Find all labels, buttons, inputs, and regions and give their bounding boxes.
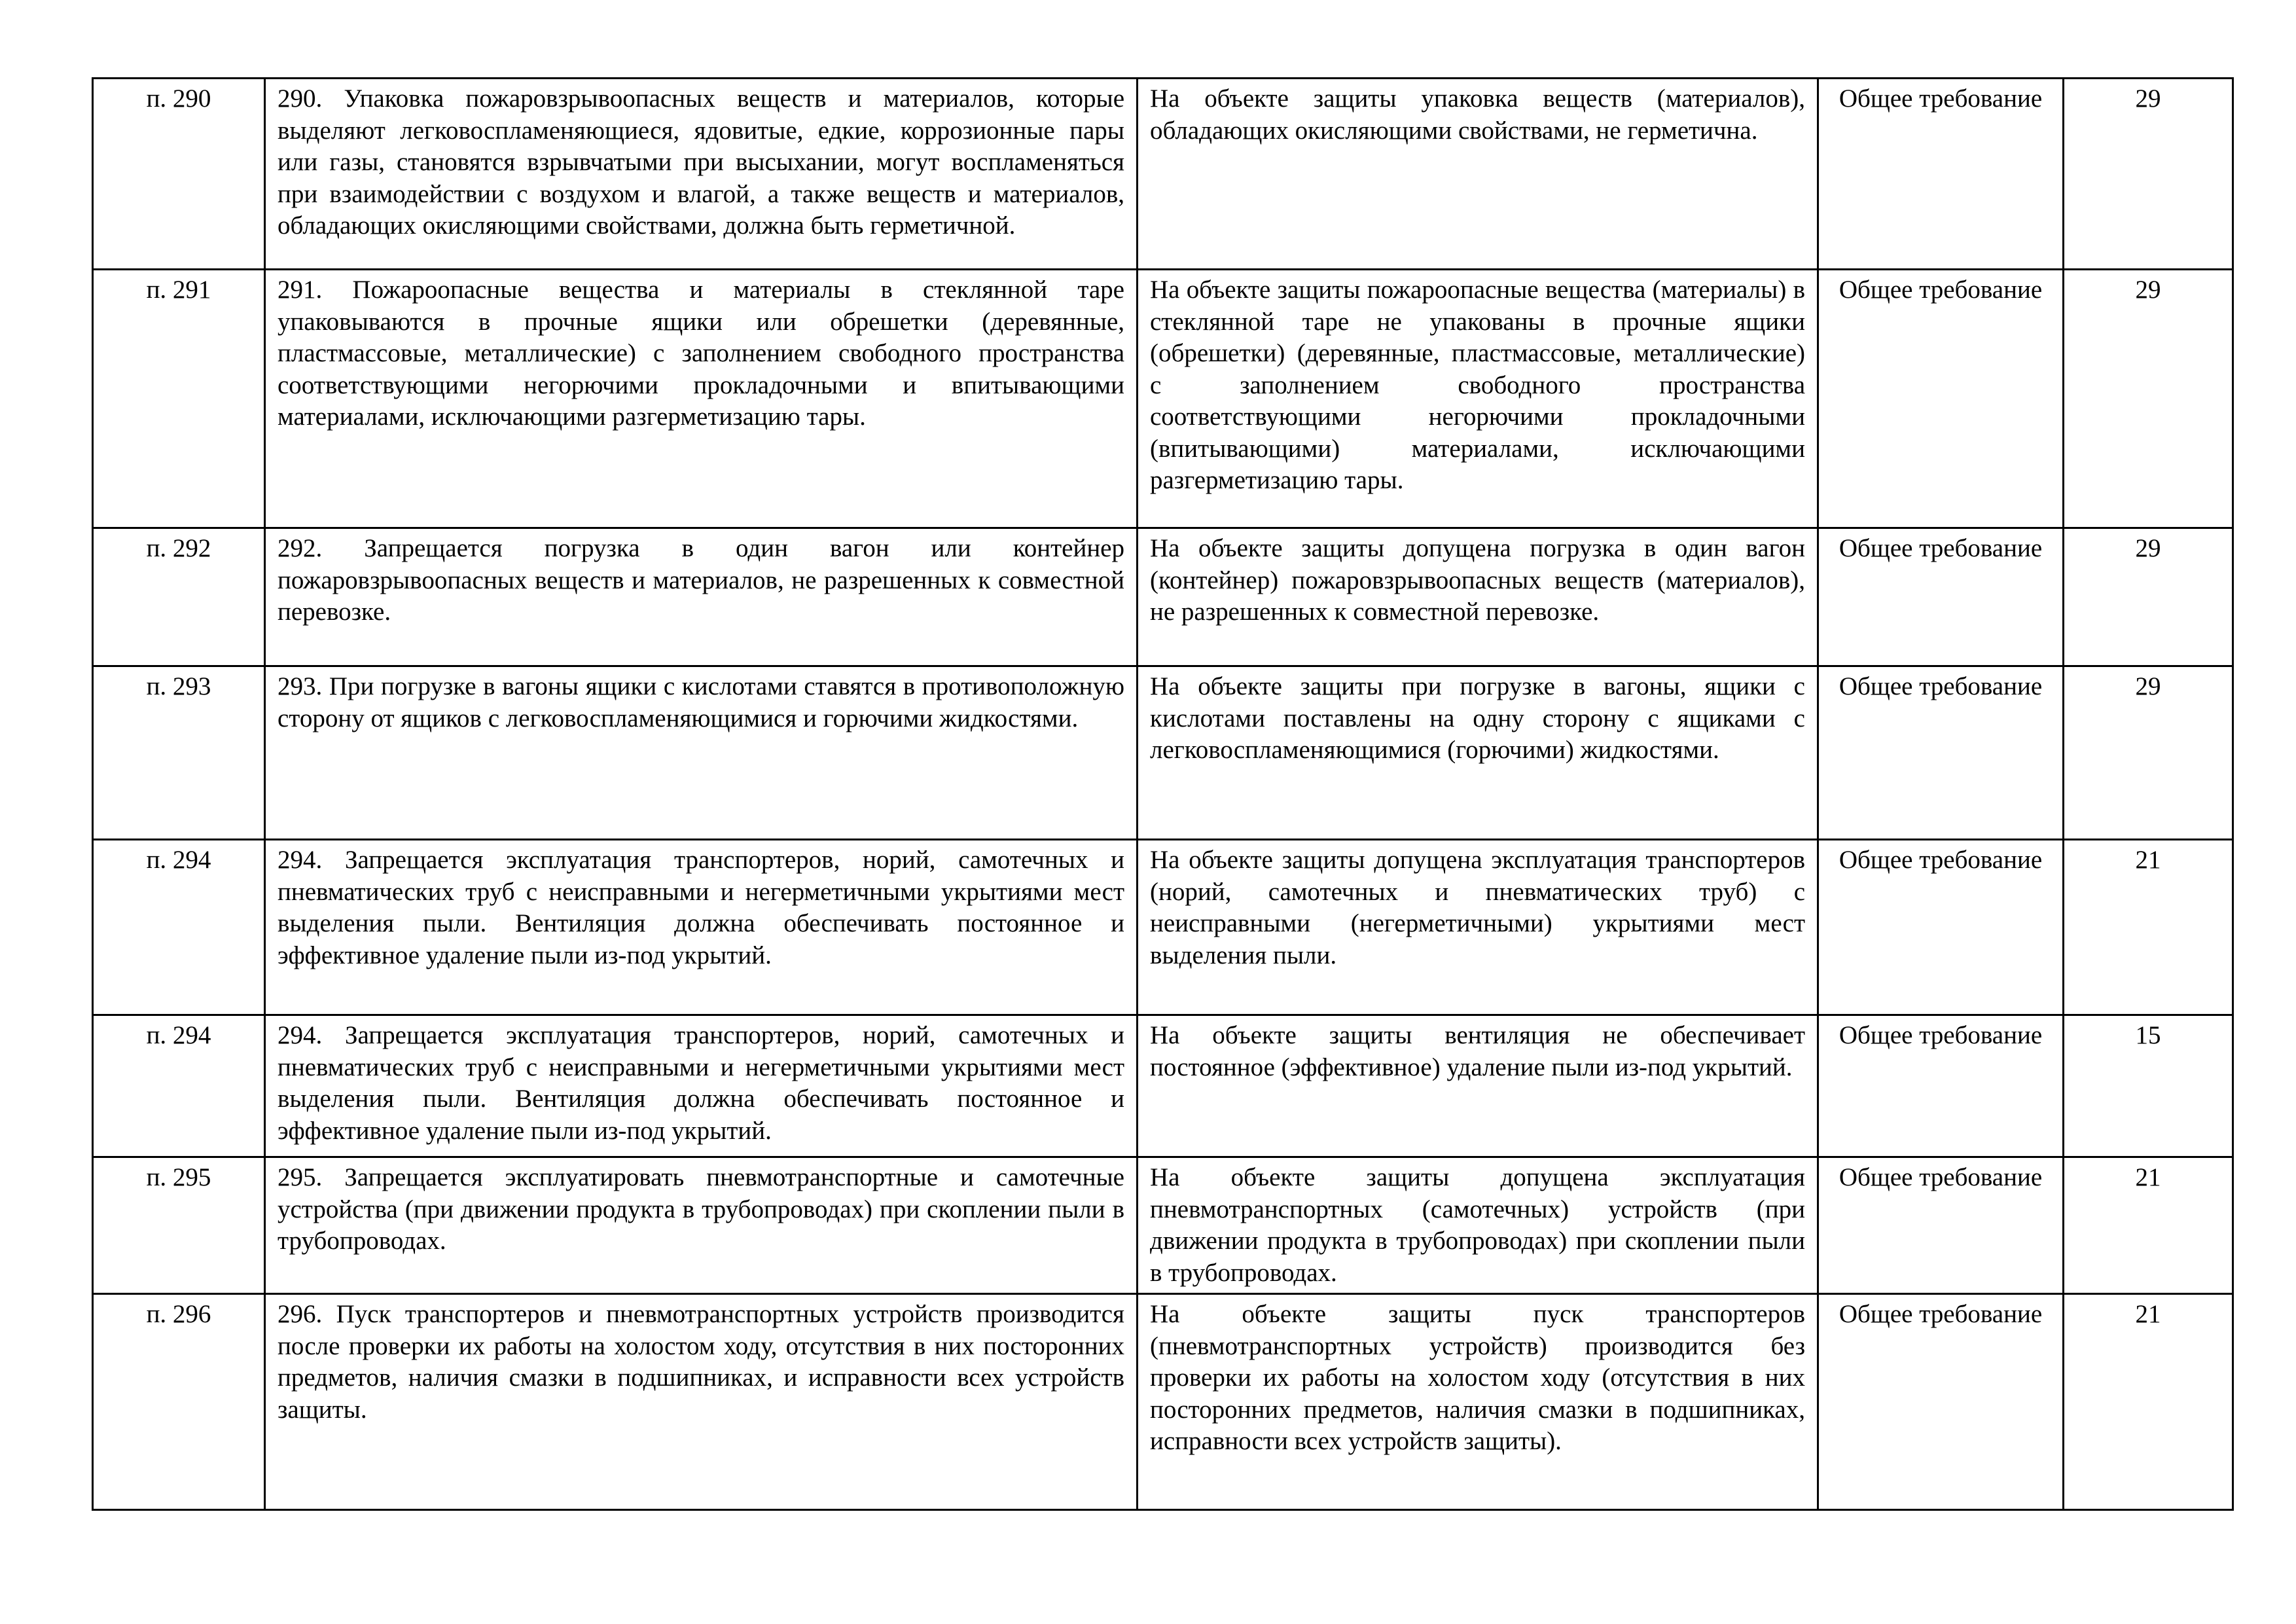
table-row <box>93 666 2233 840</box>
requirement-type-cell: Общее требование <box>1818 528 2064 666</box>
clause-ref-cell: п. 290 <box>93 79 265 270</box>
requirement-type-cell: Общее требование <box>1818 666 2064 840</box>
requirement-text-cell: 295. Запрещается эксплуатировать пневмотранспортные и самотечные устройства (при движении продукта в трубопроводах) при скоплении пыли в трубопроводах. <box>265 1157 1138 1294</box>
violation-text-cell: На объекте защиты пуск транспортеров (пневмотранспортных устройств) производится без проверки их работы на холостом ходу (отсутствия в них посторонних предметов, наличия смазки в подшипниках, исправности всех устройств защиты). <box>1138 1294 1818 1510</box>
violation-text-cell: На объекте защиты допущена эксплуатация транспортеров (норий, самотечных и пневматических труб) с неисправными (негерметичными) укрытиями мест выделения пыли. <box>1138 840 1818 1015</box>
number-cell: 29 <box>2064 528 2233 666</box>
clause-ref-cell: п. 291 <box>93 270 265 528</box>
table-row <box>93 1294 2233 1510</box>
requirement-text-cell: 294. Запрещается эксплуатация транспортеров, норий, самотечных и пневматических труб с неисправными и негерметичными укрытиями мест выделения пыли. Вентиляция должна обеспечивать постоянное и эффективное удаление пыли из-под укрытий. <box>265 1015 1138 1157</box>
violation-text-cell: На объекте защиты пожароопасные вещества (материалы) в стеклянной таре не упакованы в прочные ящики (обрешетки) (деревянные, пластмассовые, металлические) с заполнением свободного пространства соответствующими негорючими прокладочными (впитывающими) материалами, исключающими разгерметизацию тары. <box>1138 270 1818 528</box>
table-row <box>93 840 2233 1015</box>
requirement-text-cell: 291. Пожароопасные вещества и материалы в стеклянной таре упаковываются в прочные ящики или обрешетки (деревянные, пластмассовые, металлические) с заполнением свободного пространства соответствующими негорючими прокладочными и впитывающими материалами, исключающими разгерметизацию тары. <box>265 270 1138 528</box>
number-cell: 21 <box>2064 1157 2233 1294</box>
clause-ref-cell: п. 295 <box>93 1157 265 1294</box>
requirements-table <box>92 77 2234 1511</box>
requirement-type-cell: Общее требование <box>1818 1157 2064 1294</box>
number-cell: 21 <box>2064 1294 2233 1510</box>
requirement-text-cell: 293. При погрузке в вагоны ящики с кислотами ставятся в противоположную сторону от ящиков с легковоспламеняющимися и горючими жидкостями. <box>265 666 1138 840</box>
violation-text-cell: На объекте защиты вентиляция не обеспечивает постоянное (эффективное) удаление пыли из-под укрытий. <box>1138 1015 1818 1157</box>
requirement-text-cell: 294. Запрещается эксплуатация транспортеров, норий, самотечных и пневматических труб с неисправными и негерметичными укрытиями мест выделения пыли. Вентиляция должна обеспечивать постоянное и эффективное удаление пыли из-под укрытий. <box>265 840 1138 1015</box>
table-row <box>93 528 2233 666</box>
requirement-text-cell: 292. Запрещается погрузка в один вагон или контейнер пожаровзрывоопасных веществ и материалов, не разрешенных к совместной перевозке. <box>265 528 1138 666</box>
number-cell: 29 <box>2064 666 2233 840</box>
table-row <box>93 79 2233 270</box>
clause-ref-cell: п. 296 <box>93 1294 265 1510</box>
clause-ref-cell: п. 294 <box>93 840 265 1015</box>
table-row <box>93 1157 2233 1294</box>
number-cell: 15 <box>2064 1015 2233 1157</box>
table-row <box>93 270 2233 528</box>
requirement-text-cell: 290. Упаковка пожаровзрывоопасных веществ и материалов, которые выделяют легковоспламеняющиеся, ядовитые, едкие, коррозионные пары или газы, становятся взрывчатыми при высыхании, могут воспламеняться при взаимодействии с воздухом и влагой, а также веществ и материалов, обладающих окисляющими свойствами, должна быть герметичной. <box>265 79 1138 270</box>
requirement-type-cell: Общее требование <box>1818 270 2064 528</box>
requirement-type-cell: Общее требование <box>1818 79 2064 270</box>
table-row <box>93 1015 2233 1157</box>
violation-text-cell: На объекте защиты при погрузке в вагоны, ящики с кислотами поставлены на одну сторону с ящиками с легковоспламеняющимися (горючими) жидкостями. <box>1138 666 1818 840</box>
number-cell: 21 <box>2064 840 2233 1015</box>
requirement-type-cell: Общее требование <box>1818 1294 2064 1510</box>
requirement-text-cell: 296. Пуск транспортеров и пневмотранспортных устройств производится после проверки их работы на холостом ходу, отсутствия в них посторонних предметов, наличия смазки в подшипниках, и исправности всех устройств защиты. <box>265 1294 1138 1510</box>
clause-ref-cell: п. 293 <box>93 666 265 840</box>
requirement-type-cell: Общее требование <box>1818 840 2064 1015</box>
violation-text-cell: На объекте защиты упаковка веществ (материалов), обладающих окисляющими свойствами, не герметична. <box>1138 79 1818 270</box>
requirement-type-cell: Общее требование <box>1818 1015 2064 1157</box>
violation-text-cell: На объекте защиты допущена погрузка в один вагон (контейнер) пожаровзрывоопасных веществ (материалов), не разрешенных к совместной перевозке. <box>1138 528 1818 666</box>
clause-ref-cell: п. 294 <box>93 1015 265 1157</box>
clause-ref-cell: п. 292 <box>93 528 265 666</box>
violation-text-cell: На объекте защиты допущена эксплуатация пневмотранспортных (самотечных) устройств (при движении продукта в трубопроводах) при скоплении пыли в трубопроводах. <box>1138 1157 1818 1294</box>
number-cell: 29 <box>2064 270 2233 528</box>
number-cell: 29 <box>2064 79 2233 270</box>
